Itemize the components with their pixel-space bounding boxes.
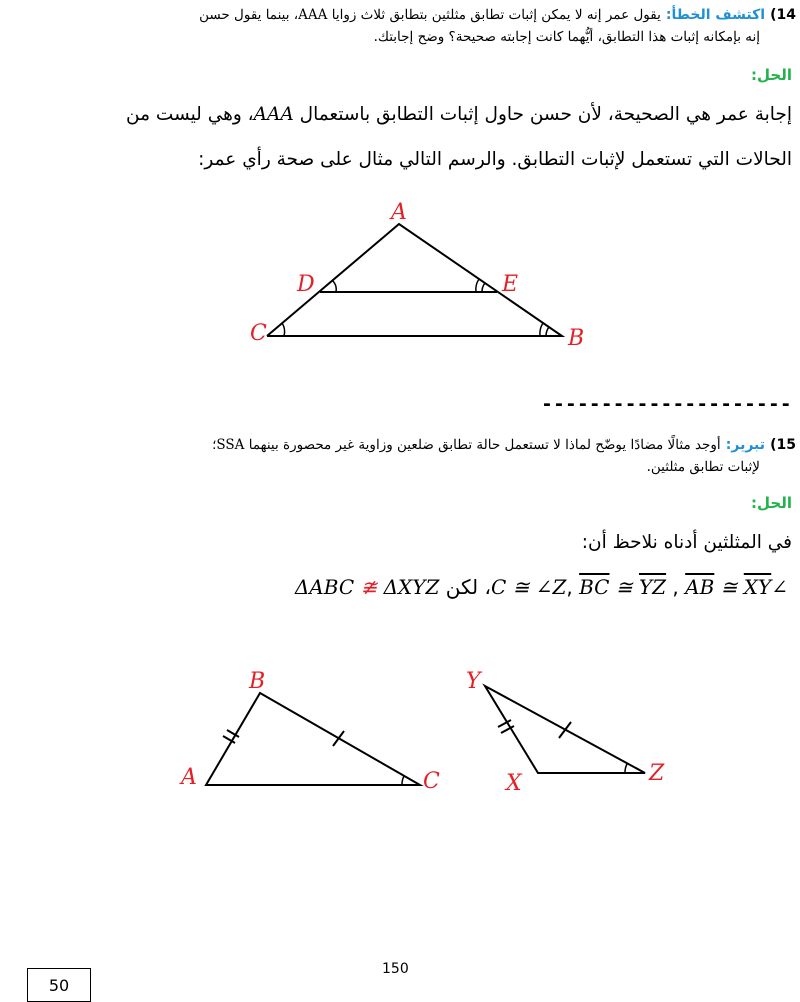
segment-xy-text: XY — [743, 575, 772, 599]
label-c: C — [250, 321, 267, 346]
label-b: B — [568, 326, 585, 351]
label-d: D — [297, 272, 315, 297]
cong-symbol-3: ≅ — [512, 575, 530, 599]
q14-text-line1: يقول عمر إنه لا يمكن إثبات تطابق مثلثين بتطابق ثلاث زوايا AAA، بينما يقول حسن — [199, 7, 661, 23]
angle-b-mark-1 — [546, 327, 549, 336]
q14-solution-label: الحل: — [751, 66, 792, 84]
label-b2: B — [249, 669, 266, 694]
q14-solution-aaa: AAA — [253, 104, 294, 125]
q14-solution-text-a: إجابة عمر هي الصحيحة، لأن حسن حاول إثبات التطابق باستعمال — [299, 104, 792, 125]
angle-z-text: ∠Z — [535, 575, 567, 599]
but-word: لكن — [445, 575, 479, 599]
triangle-abc-text: ΔABC — [294, 575, 355, 599]
cong-symbol-1: ≅ — [720, 575, 738, 599]
page-number: 150 — [382, 961, 409, 977]
angle-z-arc — [625, 764, 627, 773]
q15-label: تبرير: — [725, 437, 766, 453]
section-divider: --------------------- — [541, 393, 792, 415]
not-congruent-symbol: ≇ — [360, 575, 378, 599]
label-y: Y — [466, 669, 481, 694]
q14-line1 — [0, 4, 796, 23]
segment-ab-text: AB — [685, 575, 715, 599]
q14-solution-line2: الحالات التي تستعمل لإثبات التطابق. والرسم التالي مثال على صحة رأي عمر: — [198, 149, 792, 170]
q14-block — [0, 4, 796, 45]
segment-bc-text: BC — [579, 575, 610, 599]
segment-yz-text: YZ — [638, 575, 667, 599]
figure-triangle-aaa — [230, 195, 600, 355]
q14-text-line2: إنه بإمكانه إثبات هذا التطابق، أيُّهما كانت إجابته صحيحة؟ وضح إجابتك. — [373, 29, 760, 45]
q15-math-line: ∠C ≅ ∠Z, BC ≅ YZ , AB ≅ XY، لكن ΔABC ≇ ΔXYZ — [294, 575, 788, 599]
angle-c-arc — [402, 776, 404, 785]
angle-c-mark — [282, 323, 285, 336]
q15-block — [0, 434, 796, 475]
cong-symbol-2: ≅ — [615, 575, 633, 599]
q15-text-line2: لإثبات تطابق مثلثين. — [646, 459, 760, 475]
q15-line1 — [0, 434, 796, 453]
angle-e-mark-1 — [482, 283, 485, 292]
angle-d-mark — [333, 281, 336, 292]
label-z: Z — [649, 761, 665, 786]
label-e: E — [502, 272, 519, 297]
angle-e-mark-2 — [476, 279, 479, 292]
q15-solution-label: الحل: — [751, 494, 792, 512]
label-c2: C — [423, 769, 440, 794]
q14-solution-line1 — [8, 97, 792, 133]
q15-solution-line1: في المثلثين أدناه نلاحظ أن: — [581, 532, 792, 553]
triangle-xyz-text: ΔXYZ — [383, 575, 440, 599]
label-a: A — [391, 200, 407, 225]
q14-solution-text-b: ، وهي ليست من — [126, 104, 254, 125]
q14-label: اكتشف الخطأ: — [665, 7, 766, 23]
page-box: 50 — [27, 968, 91, 1002]
tick-yz — [559, 722, 571, 738]
triangle-abc — [206, 693, 420, 785]
q15-text-line1: أوجد مثالًا مضادًا يوضّح لماذا لا تستعمل حالة تطابق ضلعين وزاوية غير محصورة بينهما SSA؛ — [212, 437, 721, 453]
label-x: X — [506, 771, 522, 796]
angle-c-text: ∠C — [490, 575, 788, 599]
label-a2: A — [181, 765, 197, 790]
q15-number: 15) — [770, 437, 796, 453]
angle-b-mark-2 — [540, 323, 543, 336]
figure-ssa-counterexample — [175, 660, 685, 800]
tick-bc — [333, 731, 344, 746]
q14-number: 14) — [770, 7, 796, 23]
